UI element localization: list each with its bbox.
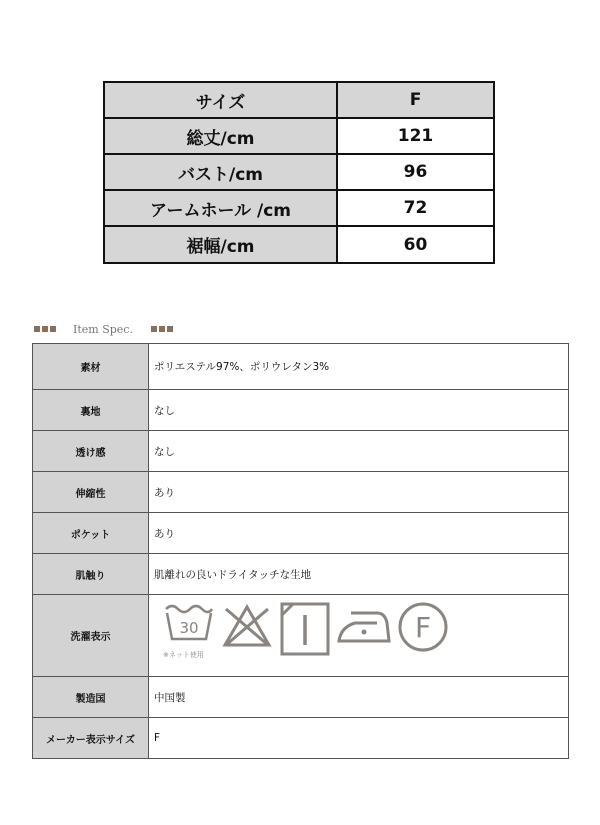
spec-label: 洗濯表示 — [33, 595, 149, 676]
spec-value: F — [154, 732, 161, 744]
spec-label: 素材 — [33, 344, 149, 389]
spec-label: メーカー表示サイズ — [33, 718, 149, 758]
spec-label: 透け感 — [33, 431, 149, 471]
size-row-label: 総丈/cm — [105, 119, 338, 153]
size-row-label: バスト/cm — [105, 155, 338, 189]
spec-value: あり — [154, 527, 175, 540]
spec-value: あり — [154, 486, 175, 499]
spec-row-lining — [33, 390, 568, 431]
wash-temp: 30 — [179, 619, 199, 637]
spec-value: なし — [154, 404, 175, 417]
size-row-value: 60 — [403, 234, 428, 255]
size-header-label: サイズ — [105, 83, 338, 117]
spec-row-care — [33, 595, 568, 677]
spec-row-texture — [33, 554, 568, 595]
decorative-squares-right — [151, 326, 173, 332]
item-spec-title: Item Spec. — [73, 322, 133, 336]
spec-label: 肌触り — [33, 554, 149, 594]
spec-row-maker-size — [33, 718, 568, 758]
dry-clean-f-icon — [397, 601, 449, 653]
size-table — [103, 81, 495, 264]
spec-label: 裏地 — [33, 390, 149, 430]
size-row — [105, 191, 493, 227]
spec-row-sheerness — [33, 431, 568, 472]
size-row — [105, 155, 493, 191]
no-bleach-icon — [221, 601, 273, 649]
care-symbols — [149, 595, 568, 676]
size-row — [105, 119, 493, 155]
wash-note: ※ネット使用 — [163, 651, 204, 659]
line-dry-shade-icon — [279, 601, 331, 657]
size-row-value: 72 — [403, 198, 428, 218]
spec-label: 製造国 — [33, 677, 149, 717]
wash-30-icon — [163, 601, 215, 660]
spec-row-stretch — [33, 472, 568, 513]
spec-row-origin — [33, 677, 568, 718]
size-header-row — [105, 83, 493, 119]
size-row-label: 裾幅/cm — [105, 227, 338, 262]
spec-value: ポリエステル97%、ポリウレタン3% — [154, 361, 330, 373]
spec-value: なし — [154, 445, 175, 458]
spec-value: 中国製 — [154, 691, 186, 704]
dry-clean-letter: F — [414, 611, 432, 644]
spec-row-pocket — [33, 513, 568, 554]
size-row-label: アームホール /cm — [105, 191, 338, 225]
size-row-value: 96 — [403, 162, 428, 182]
spec-value: 肌離れの良いドライタッチな生地 — [154, 568, 312, 581]
size-row-value: 121 — [397, 126, 434, 146]
item-spec-heading — [34, 321, 173, 337]
spec-table — [32, 343, 569, 759]
size-header-value: F — [338, 83, 493, 117]
spec-label: ポケット — [33, 513, 149, 553]
spec-row-material — [33, 344, 568, 390]
size-row — [105, 227, 493, 262]
spec-label: 伸縮性 — [33, 472, 149, 512]
low-iron-icon — [337, 601, 391, 649]
decorative-squares-left — [34, 326, 56, 332]
